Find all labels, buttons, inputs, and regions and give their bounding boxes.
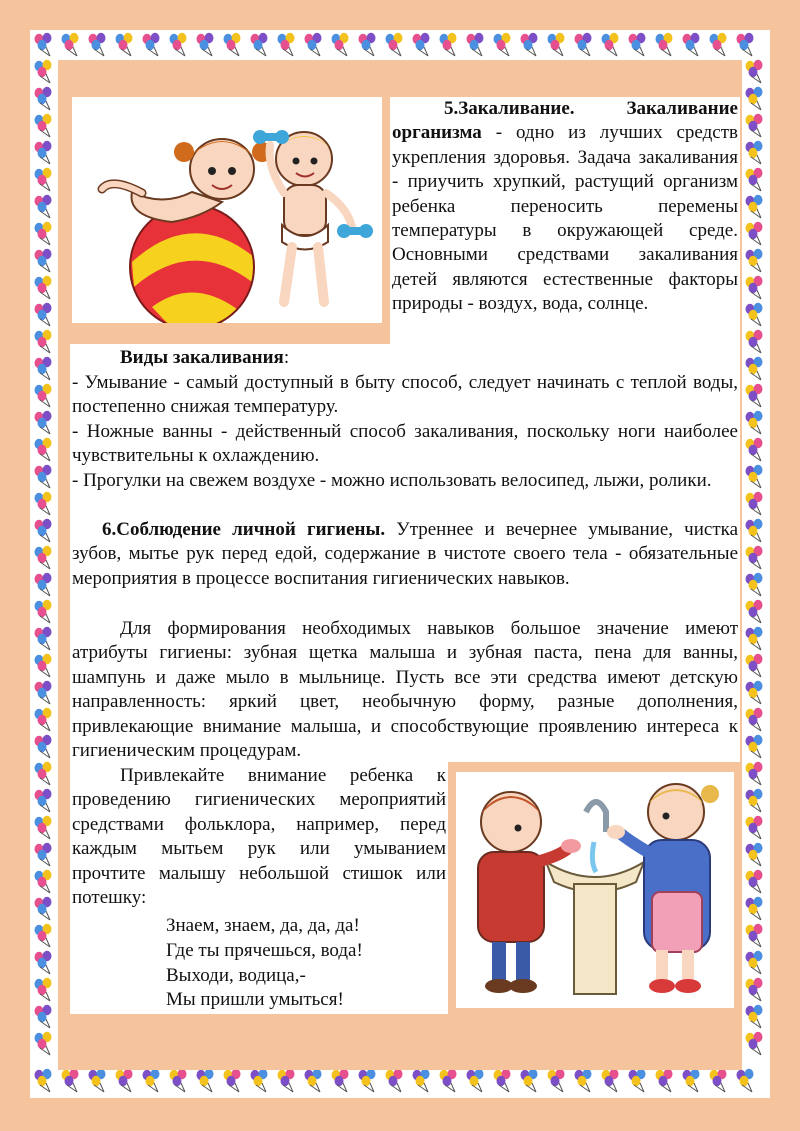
section6-para3-text: Привлекайте внимание ребенка к проведению гигиенических мероприятий средствами фольклора, например, перед каждым мытьем рук или умыванием прочтите малышу небольшой стишок или потешку: <box>72 765 446 909</box>
balloon-icon <box>680 1068 706 1094</box>
balloon-icon <box>437 32 463 58</box>
balloon-icon <box>59 1068 85 1094</box>
balloon-icon <box>329 1068 355 1094</box>
balloon-icon <box>32 950 58 976</box>
balloon-icon <box>32 815 58 841</box>
balloon-icon <box>32 599 58 625</box>
balloon-icon <box>32 221 58 247</box>
balloon-icon <box>32 275 58 301</box>
balloon-icon <box>113 1068 139 1094</box>
balloon-icon <box>743 815 769 841</box>
balloon-icon <box>743 572 769 598</box>
types-item-3 <box>72 469 738 493</box>
balloon-icon <box>32 383 58 409</box>
balloon-icon <box>32 437 58 463</box>
section6-paragraph-2 <box>72 617 738 763</box>
balloon-icon <box>59 32 85 58</box>
balloon-icon <box>32 707 58 733</box>
balloon-icon <box>329 32 355 58</box>
balloon-icon <box>194 1068 220 1094</box>
section5-heading: 5.Закаливание. <box>444 98 575 119</box>
balloon-icon <box>32 923 58 949</box>
balloon-icon <box>743 113 769 139</box>
balloon-icon <box>545 32 571 58</box>
types-heading-line <box>72 346 738 370</box>
balloon-icon <box>167 32 193 58</box>
section6-heading: 6.Соблюдение личной гигиены. <box>102 519 386 540</box>
kids-washing-illustration <box>456 772 734 1008</box>
balloon-icon <box>599 1068 625 1094</box>
balloon-icon <box>32 32 58 58</box>
balloon-icon <box>32 518 58 544</box>
balloon-icon <box>221 32 247 58</box>
balloon-icon <box>32 869 58 895</box>
balloon-icon <box>32 194 58 220</box>
balloon-icon <box>518 32 544 58</box>
balloon-icon <box>32 734 58 760</box>
balloon-icon <box>743 707 769 733</box>
balloon-icon <box>491 32 517 58</box>
balloon-icon <box>743 194 769 220</box>
balloon-icon <box>113 32 139 58</box>
balloon-icon <box>32 1031 58 1057</box>
balloon-icon <box>32 626 58 652</box>
balloon-icon <box>626 32 652 58</box>
section6-text: Утреннее и вечернее умывание, чистка зубов, мытье рук перед едой, содержание в чистоте своего тела - обязательные мероприятия в процессе воспитания гигиенических навыков. <box>72 519 739 589</box>
balloon-icon <box>743 680 769 706</box>
section5-heading-2: Закаливание <box>626 98 738 119</box>
types-heading: Виды закаливания <box>120 347 284 368</box>
balloon-icon <box>86 1068 112 1094</box>
balloon-icon <box>356 1068 382 1094</box>
balloon-icon <box>32 545 58 571</box>
balloon-icon <box>32 59 58 85</box>
types-colon: : <box>283 347 290 368</box>
kids-washing-image <box>456 772 734 1008</box>
balloon-icon <box>743 329 769 355</box>
balloon-icon <box>248 32 274 58</box>
types-item-3-text: - Прогулки на свежем воздухе - можно использовать велосипед, лыжи, ролики. <box>72 470 712 491</box>
balloon-icon <box>743 221 769 247</box>
balloon-icon <box>275 32 301 58</box>
balloon-icon <box>140 1068 166 1094</box>
balloon-icon <box>743 653 769 679</box>
balloon-icon <box>707 32 733 58</box>
balloon-icon <box>275 1068 301 1094</box>
balloon-icon <box>743 842 769 868</box>
balloon-icon <box>32 761 58 787</box>
balloon-icon <box>32 977 58 1003</box>
balloon-icon <box>32 572 58 598</box>
balloon-icon <box>410 32 436 58</box>
balloon-icon <box>572 32 598 58</box>
balloon-icon <box>743 59 769 85</box>
types-item-1 <box>72 371 738 420</box>
balloon-icon <box>743 410 769 436</box>
poem-line-3: Выходи, водица,- <box>166 965 306 986</box>
balloon-icon <box>743 248 769 274</box>
balloon-icon <box>743 1004 769 1030</box>
poem-line-4: Мы пришли умыться! <box>166 989 344 1010</box>
balloon-icon <box>518 1068 544 1094</box>
balloon-icon <box>32 140 58 166</box>
balloon-icon <box>32 248 58 274</box>
balloon-icon <box>743 734 769 760</box>
section6-paragraph-3 <box>72 764 446 910</box>
balloon-icon <box>743 599 769 625</box>
balloon-icon <box>743 86 769 112</box>
balloon-icon <box>743 437 769 463</box>
balloon-icon <box>572 1068 598 1094</box>
balloon-icon <box>167 1068 193 1094</box>
balloon-icon <box>653 32 679 58</box>
balloon-icon <box>743 869 769 895</box>
balloon-icon <box>743 491 769 517</box>
balloon-icon <box>410 1068 436 1094</box>
section6-para2-text: Для формирования необходимых навыков большое значение имеют атрибуты гигиены: зубная щетка малыша и зубная паста, пена для ванны, шампунь и даже мыло в мыльнице. Пусть все эти средства имеют детскую направленность: яркий цвет, необычную форму, разные дополнения, привлекающие внимание малыша, и способствующие проявлению интереса к гигиеническим процедурам. <box>72 618 738 762</box>
types-item-2 <box>72 420 738 469</box>
balloon-icon <box>743 896 769 922</box>
balloon-icon <box>743 302 769 328</box>
balloon-icon <box>383 1068 409 1094</box>
balloon-icon <box>743 167 769 193</box>
balloon-icon <box>32 464 58 490</box>
poem-line-2: Где ты прячешься, вода! <box>166 940 363 961</box>
balloon-icon <box>32 86 58 112</box>
balloon-icon <box>734 32 760 58</box>
balloon-icon <box>32 1004 58 1030</box>
balloon-icon <box>437 1068 463 1094</box>
balloon-icon <box>743 977 769 1003</box>
balloon-icon <box>32 356 58 382</box>
balloon-icon <box>464 32 490 58</box>
balloon-icon <box>32 329 58 355</box>
poem-line-1: Знаем, знаем, да, да, да! <box>166 915 360 936</box>
balloon-icon <box>626 1068 652 1094</box>
balloon-icon <box>32 788 58 814</box>
balloon-icon <box>491 1068 517 1094</box>
balloon-icon <box>32 302 58 328</box>
balloon-icon <box>221 1068 247 1094</box>
balloon-icon <box>302 32 328 58</box>
balloon-icon <box>302 1068 328 1094</box>
balloon-icon <box>743 545 769 571</box>
balloon-icon <box>464 1068 490 1094</box>
balloon-icon <box>743 140 769 166</box>
balloon-icon <box>734 1068 760 1094</box>
section5-paragraph <box>392 97 738 317</box>
section5-text: - одно из лучших средств укрепления здоровья. Задача закаливания - приучить хрупкий, растущий организм ребенка переносить перемены температуры в окружающей среде. Основными средствами закаливания детей являются естественные факторы природы - воздух, вода, солнце. <box>392 122 738 315</box>
balloon-icon <box>383 32 409 58</box>
balloon-icon <box>545 1068 571 1094</box>
balloon-icon <box>32 680 58 706</box>
balloon-icon <box>743 275 769 301</box>
balloon-icon <box>32 491 58 517</box>
balloon-icon <box>707 1068 733 1094</box>
balloon-icon <box>140 32 166 58</box>
balloon-icon <box>32 653 58 679</box>
balloon-icon <box>32 896 58 922</box>
balloon-icon <box>32 1068 58 1094</box>
balloon-icon <box>743 464 769 490</box>
types-item-1-text: - Умывание - самый доступный в быту способ, следует начинать с теплой воды, постепенно снижая температуру. <box>72 372 738 418</box>
section5-bold-term: организма <box>392 122 482 144</box>
kids-ball-image <box>72 97 382 323</box>
balloon-icon <box>32 842 58 868</box>
balloon-icon <box>32 113 58 139</box>
balloon-icon <box>356 32 382 58</box>
balloon-icon <box>743 383 769 409</box>
balloon-icon <box>743 356 769 382</box>
balloon-icon <box>653 1068 679 1094</box>
balloon-icon <box>86 32 112 58</box>
balloon-icon <box>32 167 58 193</box>
balloon-icon <box>743 761 769 787</box>
balloon-icon <box>248 1068 274 1094</box>
balloon-icon <box>32 410 58 436</box>
balloon-icon <box>194 32 220 58</box>
types-item-2-text: - Ножные ванны - действенный способ закаливания, поскольку ноги наиболее чувствительны к охлаждению. <box>72 421 738 467</box>
section6-paragraph-1 <box>72 518 738 591</box>
balloon-icon <box>743 923 769 949</box>
kids-ball-illustration <box>72 97 382 323</box>
balloon-icon <box>743 788 769 814</box>
balloon-icon <box>680 32 706 58</box>
balloon-icon <box>743 518 769 544</box>
balloon-icon <box>743 950 769 976</box>
balloon-icon <box>743 626 769 652</box>
balloon-icon <box>599 32 625 58</box>
balloon-icon <box>743 1031 769 1057</box>
